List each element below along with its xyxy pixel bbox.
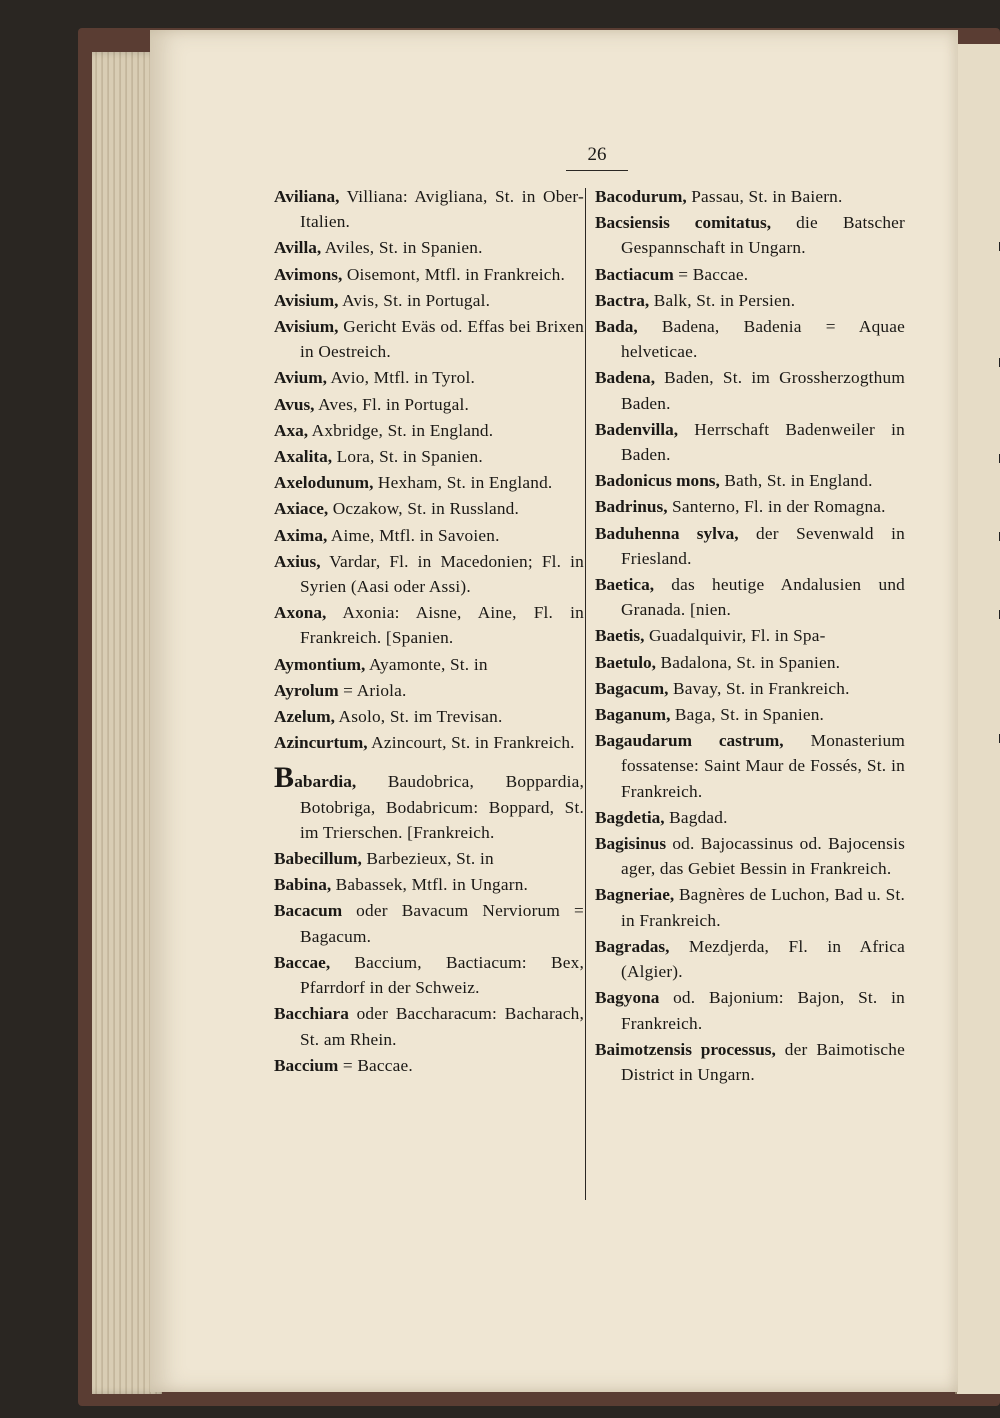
dictionary-entry	[274, 1053, 584, 1078]
dictionary-entry	[274, 898, 584, 948]
dictionary-entry	[274, 523, 584, 548]
entry-definition: das heutige Andalusien und Granada. [nien.	[621, 575, 905, 620]
entry-definition: Ayamonte, St. in	[365, 654, 488, 674]
dictionary-entry	[274, 418, 584, 443]
entry-definition: Villiana: Avigliana, St. in Ober-Italien.	[300, 187, 584, 232]
entry-headword: Avisium,	[274, 290, 339, 310]
entry-headword: Ayrolum	[274, 680, 339, 700]
entry-headword: Aymontium,	[274, 654, 366, 674]
entry-headword: Axius,	[274, 551, 321, 571]
entry-definition: oder Bavacum Nerviorum = Bagacum.	[300, 901, 584, 946]
dictionary-entry	[595, 521, 905, 571]
entry-headword: Baganum,	[595, 705, 671, 725]
entry-definition: Guadalquivir, Fl. in Spa-	[644, 626, 826, 646]
dictionary-entry	[595, 184, 905, 209]
entry-definition: Oczakow, St. in Russland.	[328, 499, 520, 519]
entry-headword: Bacacum	[274, 901, 343, 921]
entry-headword: Baetis,	[595, 626, 645, 646]
dictionary-entry	[274, 444, 584, 469]
dictionary-entry	[274, 730, 584, 755]
entry-definition: Mezdjerda, Fl. in Africa (Algier).	[621, 936, 905, 982]
dictionary-entry	[595, 650, 905, 675]
entry-headword: Avium,	[274, 368, 327, 388]
entry-definition: die Batscher Gespannschaft in Ungarn.	[621, 213, 906, 258]
entry-definition: Santerno, Fl. in der Romagna.	[667, 497, 886, 517]
entry-definition: Bath, St. in England.	[719, 471, 873, 491]
dictionary-entry	[274, 1001, 584, 1051]
page-number: 26	[587, 144, 607, 165]
dictionary-entry	[274, 314, 584, 364]
entry-definition: Baga, St. in Spanien.	[670, 705, 825, 725]
entry-definition: Barbezieux, St. in	[361, 849, 494, 869]
entry-definition: = Ariola.	[338, 680, 407, 700]
dictionary-entry	[274, 549, 584, 599]
column-divider	[585, 188, 586, 1200]
entry-headword: Axona,	[274, 603, 327, 623]
entry-headword: Bagradas,	[595, 936, 670, 956]
entry-definition: Baden, St. im Grossherzogthum Baden.	[621, 368, 905, 413]
entry-definition: Vardar, Fl. in Macedonien; Fl. in Syrien (Aasi oder Assi).	[300, 551, 584, 597]
entry-headword: Babina,	[274, 875, 332, 895]
entry-headword: Bagisinus	[595, 834, 667, 854]
dictionary-entry	[595, 572, 905, 622]
dictionary-entry	[595, 494, 905, 519]
header-rule	[566, 170, 628, 171]
dictionary-entry	[595, 728, 905, 804]
dictionary-entry	[595, 702, 905, 727]
section-initial: B	[274, 761, 295, 795]
entry-definition: Avis, St. in Portugal.	[338, 290, 491, 310]
entry-headword: Axa,	[274, 420, 309, 440]
entry-headword: Badenvilla,	[595, 419, 679, 439]
entry-headword: Baccium	[274, 1055, 339, 1075]
dictionary-entry	[274, 470, 584, 495]
facing-page-edge	[955, 44, 1000, 1394]
dictionary-entry	[595, 417, 905, 467]
entry-definition: Axbridge, St. in England.	[308, 420, 494, 440]
entry-definition: oder Baccharacum: Bacharach, St. am Rhein.	[300, 1004, 584, 1049]
entry-definition: od. Bajocassinus od. Bajocensis ager, das Gebiet Bessin in Frankreich.	[621, 834, 905, 879]
entry-headword: Bagaudarum castrum,	[595, 731, 784, 751]
entry-definition: Baudobrica, Boppardia, Botobriga, Bodabricum: Boppard, St. im Trierschen. [Frankreich.	[300, 772, 584, 842]
entry-definition: Herrschaft Badenweiler in Baden.	[621, 419, 905, 465]
entry-headword: Badena,	[595, 368, 656, 388]
entry-headword: Bagacum,	[595, 678, 669, 698]
dictionary-entry	[595, 882, 905, 932]
entry-headword: Aviliana,	[274, 187, 340, 206]
entry-definition: Balk, St. in Persien.	[649, 290, 796, 310]
entry-definition: Aviles, St. in Spanien.	[321, 238, 483, 258]
entry-headword: Bada,	[595, 317, 638, 337]
entry-definition: Oisemont, Mtfl. in Frankreich.	[342, 264, 566, 284]
dictionary-entry	[274, 288, 584, 313]
dictionary-entry	[595, 1037, 905, 1087]
entry-definition: Badena, Badenia = Aquae helveticae.	[621, 317, 905, 362]
entry-headword: Badrinus,	[595, 497, 668, 517]
dictionary-entry	[274, 950, 584, 1000]
entry-definition: Monasterium fossatense: Saint Maur de Fossés, St. in Frankreich.	[621, 731, 905, 801]
dictionary-entry	[274, 184, 584, 234]
entry-headword: Bacodurum,	[595, 187, 687, 206]
entry-headword: Azelum,	[274, 707, 335, 727]
entry-headword: Baduhenna sylva,	[595, 523, 739, 543]
entry-headword: Bacsiensis comitatus,	[595, 213, 772, 233]
right-column	[595, 184, 905, 1088]
entry-headword: Baimotzensis processus,	[595, 1039, 776, 1059]
entry-definition: Aime, Mtfl. in Savoien.	[327, 525, 500, 545]
entry-headword: Axiace,	[274, 499, 329, 519]
dictionary-entry	[274, 235, 584, 260]
dictionary-entry	[595, 985, 905, 1035]
entry-definition: = Baccae.	[338, 1055, 413, 1075]
dictionary-entry	[595, 805, 905, 830]
dictionary-entry	[595, 262, 905, 287]
entry-definition: Bagnères de Luchon, Bad u. St. in Frankreich.	[621, 885, 905, 930]
entry-headword: Axalita,	[274, 447, 333, 467]
entry-headword: Babecillum,	[274, 849, 362, 869]
dictionary-entry	[595, 288, 905, 313]
entry-headword: Bactra,	[595, 290, 650, 310]
entry-definition: Hexham, St. in England.	[373, 473, 553, 493]
entry-headword: Avilla,	[274, 238, 322, 258]
entry-definition: od. Bajonium: Bajon, St. in Frankreich.	[621, 988, 905, 1033]
dictionary-entry	[274, 846, 584, 871]
entry-headword: Baetulo,	[595, 652, 656, 672]
entry-headword: abardia,	[294, 772, 357, 792]
entry-definition: Asolo, St. im Trevisan.	[334, 707, 503, 727]
entry-definition: = Baccae.	[673, 264, 749, 284]
entry-definition: Bagdad.	[664, 807, 728, 827]
entry-headword: Avisium,	[274, 317, 339, 337]
dictionary-entry	[595, 365, 905, 415]
dictionary-entry	[595, 831, 905, 881]
entry-definition: Azincourt, St. in Frankreich.	[367, 733, 575, 753]
left-column	[274, 184, 584, 1079]
entry-definition: Bavay, St. in Frankreich.	[668, 678, 850, 698]
entry-headword: Avus,	[274, 394, 315, 414]
dictionary-entry	[595, 468, 905, 493]
dictionary-entry	[595, 934, 905, 984]
entry-definition: Axonia: Aisne, Aine, Fl. in Frankreich. [Spanien.	[300, 603, 584, 648]
dictionary-entry	[274, 496, 584, 521]
dictionary-entry	[274, 652, 584, 677]
entry-headword: Bagyona	[595, 988, 660, 1008]
dictionary-entry	[274, 262, 584, 287]
entry-headword: Axima,	[274, 525, 328, 545]
dictionary-entry	[595, 623, 905, 648]
entry-definition: Badalona, St. in Spanien.	[655, 652, 841, 672]
dictionary-entry	[274, 365, 584, 390]
entry-headword: Avimons,	[274, 264, 343, 284]
dictionary-entry	[595, 210, 905, 260]
entry-definition: der Baimotische District in Ungarn.	[621, 1039, 905, 1084]
entry-definition: Avio, Mtfl. in Tyrol.	[326, 368, 475, 388]
entry-headword: Bagdetia,	[595, 807, 665, 827]
entry-definition: Lora, St. in Spanien.	[332, 447, 483, 467]
entry-definition: Aves, Fl. in Portugal.	[314, 394, 470, 414]
dictionary-entry	[274, 392, 584, 417]
dictionary-entry	[274, 704, 584, 729]
entry-headword: Baccae,	[274, 952, 331, 972]
entry-headword: Bactiacum	[595, 264, 674, 284]
dictionary-entry	[274, 872, 584, 897]
entry-definition: Passau, St. in Baiern.	[686, 187, 843, 206]
entry-headword: Badonicus mons,	[595, 471, 720, 491]
entry-definition: Babassek, Mtfl. in Ungarn.	[331, 875, 529, 895]
entry-headword: Baetica,	[595, 575, 655, 595]
dictionary-entry	[595, 676, 905, 701]
dictionary-entry	[274, 600, 584, 650]
entry-headword: Bacchiara	[274, 1004, 349, 1024]
dictionary-entry	[274, 678, 584, 703]
entry-definition: Gericht Eväs od. Effas bei Brixen in Oestreich.	[300, 317, 584, 362]
entry-definition: der Sevenwald in Friesland.	[621, 523, 905, 568]
entry-headword: Azincurtum,	[274, 733, 368, 753]
entry-headword: Bagneriae,	[595, 885, 675, 905]
entry-headword: Axelodunum,	[274, 473, 374, 493]
dictionary-entry	[595, 314, 905, 364]
entry-definition: Baccium, Bactiacum: Bex, Pfarrdorf in der Schweiz.	[300, 952, 584, 998]
dictionary-entry	[274, 761, 584, 845]
